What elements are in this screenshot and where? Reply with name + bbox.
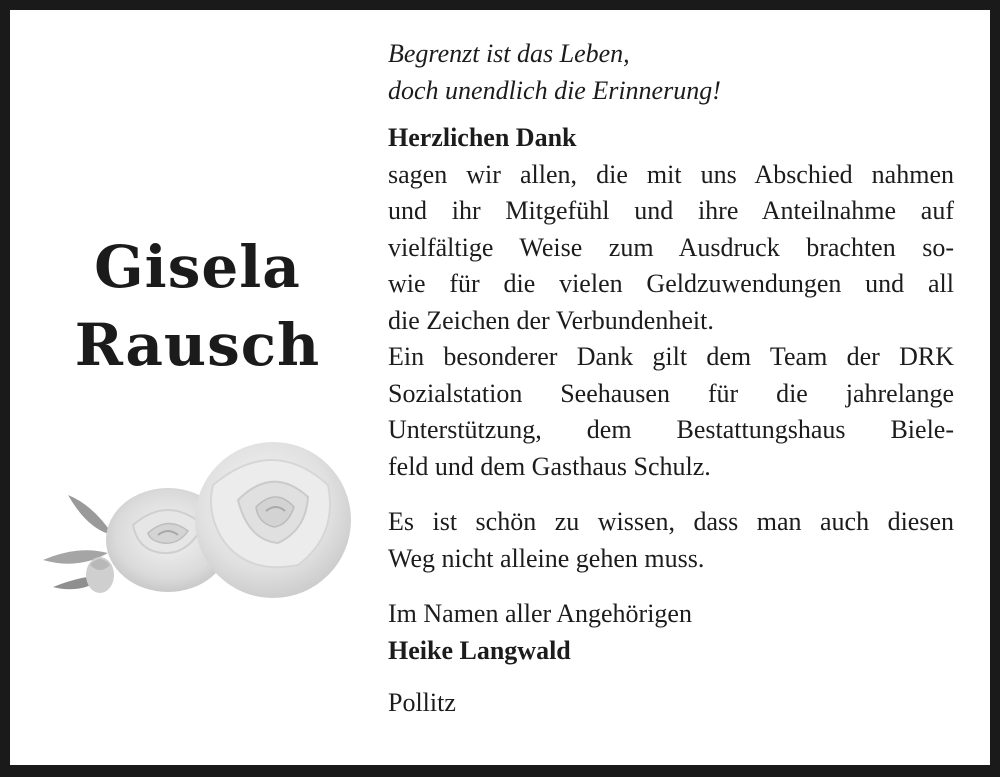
thanks-line: und ihr Mitgefühl und ihre Anteilnahme auf — [388, 196, 954, 225]
thanks-line: feld und dem Gasthaus Schulz. — [388, 451, 711, 481]
place-section — [388, 685, 954, 722]
closing-line: Weg nicht alleine gehen muss. — [388, 543, 705, 573]
right-column — [388, 36, 954, 722]
obituary-card — [10, 10, 990, 765]
signature-section — [388, 596, 954, 669]
signature-name: Heike Langwald — [388, 635, 571, 665]
thanks-section — [388, 120, 954, 485]
last-name: Rausch — [74, 311, 321, 379]
thanks-line: sagen wir allen, die mit uns Abschied nahmen — [388, 159, 954, 189]
thanks-line: vielfältige Weise zum Ausdruck brachten so- — [388, 232, 954, 262]
thanks-line: Unterstützung, dem Bestattungshaus Biele- — [388, 415, 954, 444]
thanks-line: Sozialstation Seehausen für die jahrelange — [388, 378, 954, 408]
rose-flowers-icon — [38, 425, 358, 605]
thanks-heading: Herzlichen Dank — [388, 123, 577, 152]
closing-section — [388, 504, 954, 577]
motto-line-1: Begrenzt ist das Leben, — [388, 39, 630, 68]
thanks-line: Ein besonderer Dank gilt dem Team der DRK — [388, 342, 954, 371]
motto-line-2: doch unendlich die Erinnerung! — [388, 75, 721, 105]
motto — [388, 36, 954, 109]
closing-line: Es ist schön zu wissen, dass man auch diesen — [388, 507, 954, 536]
thanks-line: wie für die vielen Geldzuwendungen und all — [388, 269, 954, 298]
signature-intro: Im Namen aller Angehörigen — [388, 599, 692, 628]
thanks-line: die Zeichen der Verbundenheit. — [388, 305, 714, 335]
left-column — [10, 10, 385, 765]
place-name: Pollitz — [388, 688, 456, 717]
deceased-name — [10, 228, 385, 384]
first-name: Gisela — [94, 233, 301, 301]
